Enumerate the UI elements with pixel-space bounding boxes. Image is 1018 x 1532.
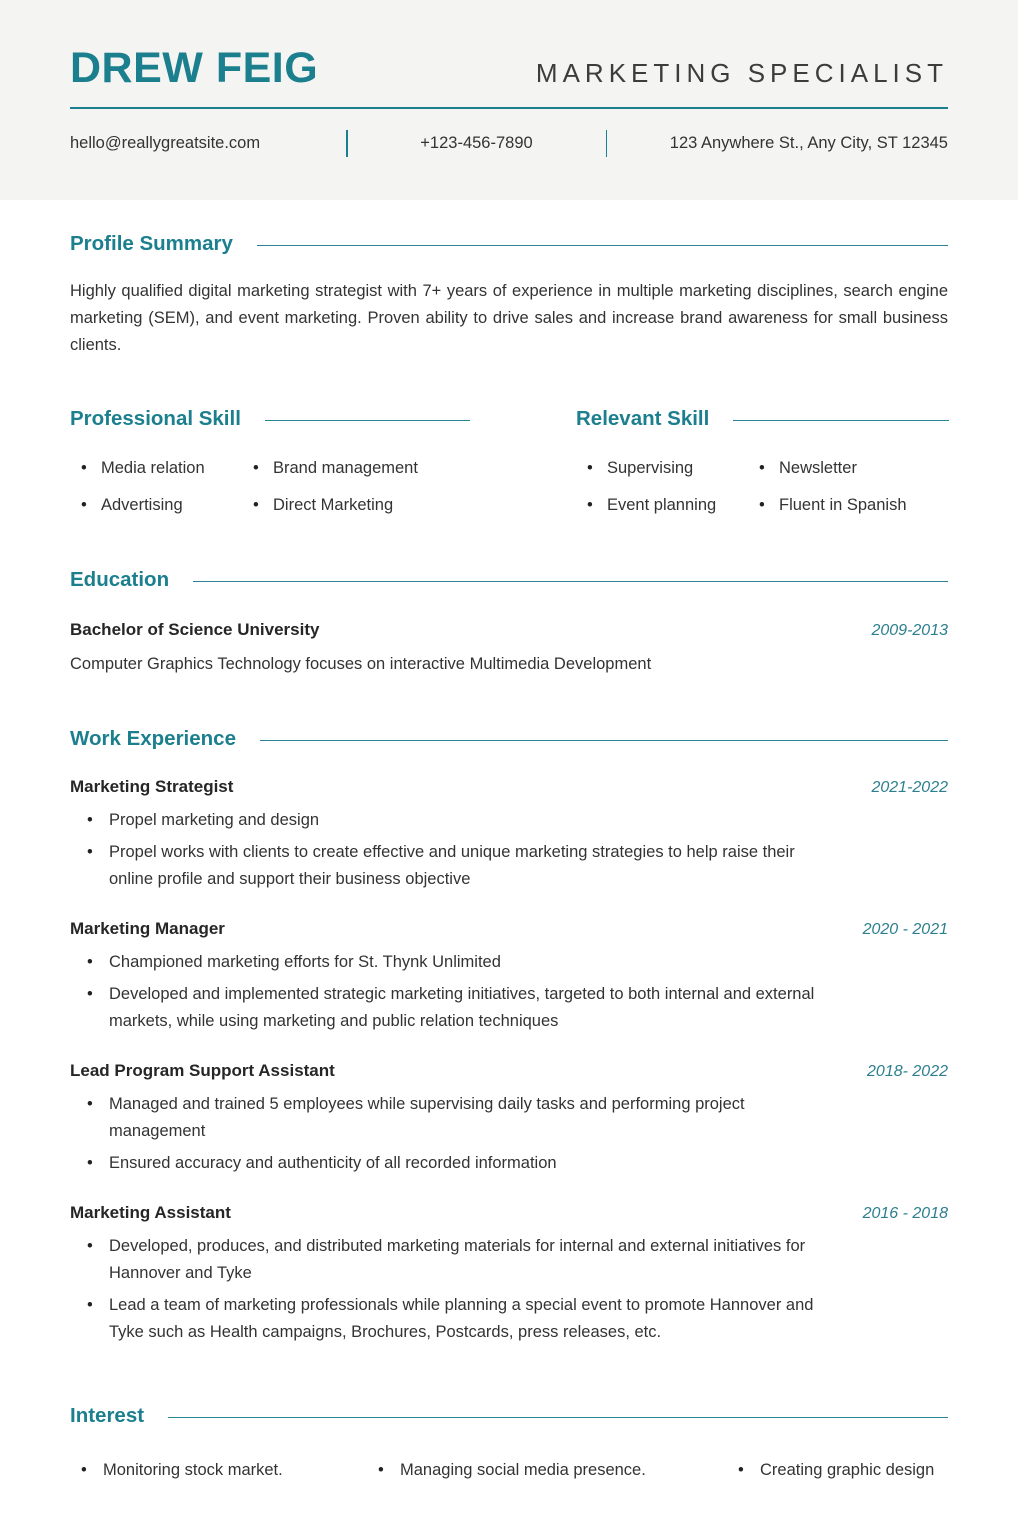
work-experience-heading: Work Experience xyxy=(70,727,236,750)
skill-item: • Direct Marketing xyxy=(253,494,470,516)
profile-summary-heading: Profile Summary xyxy=(70,232,233,255)
skill-item: • Event planning xyxy=(587,494,759,516)
heading-rule xyxy=(257,245,948,246)
professional-skill-list xyxy=(70,457,470,516)
job-entry xyxy=(70,919,948,1035)
resume-body xyxy=(0,232,1018,1532)
section-skills xyxy=(70,407,948,516)
person-job-title: MARKETING SPECIALIST xyxy=(535,58,948,88)
contact-address: 123 Anywhere St., Any City, ST 12345 xyxy=(669,134,948,153)
relevant-skill-heading: Relevant Skill xyxy=(576,407,710,430)
job-bullet-list xyxy=(70,1233,830,1346)
skill-item: • Brand management xyxy=(253,457,470,479)
professional-skill-column xyxy=(70,407,470,516)
job-entry xyxy=(70,1203,948,1346)
education-description: Computer Graphics Technology focuses on interactive Multimedia Development xyxy=(70,655,652,673)
job-bullet: • Ensured accuracy and authenticity of all recorded information xyxy=(81,1150,830,1177)
job-bullet: • Developed and implemented strategic marketing initiatives, targeted to both internal and external markets, while using marketing and public relation techniques xyxy=(81,981,830,1035)
job-bullet-list xyxy=(70,949,830,1035)
interest-item: • Monitoring stock market. xyxy=(81,1458,378,1482)
profile-summary-heading-row xyxy=(70,232,948,256)
section-work-experience xyxy=(70,727,948,1346)
header-divider xyxy=(70,107,948,109)
job-entry-head xyxy=(70,1061,948,1081)
profile-summary-text: Highly qualified digital marketing strategist with 7+ years of experience in multiple marketing disciplines, search engine marketing (SEM), and event marketing. Proven ability to drive sales and increase brand awareness for small business clients. xyxy=(70,282,948,354)
job-bullet: • Propel marketing and design xyxy=(81,807,830,834)
job-entry-head xyxy=(70,777,948,797)
heading-rule xyxy=(733,420,949,421)
section-interest xyxy=(70,1404,948,1482)
education-heading: Education xyxy=(70,568,170,591)
education-dates: 2009-2013 xyxy=(871,622,948,639)
professional-skill-heading: Professional Skill xyxy=(70,407,241,430)
work-experience-heading-row xyxy=(70,727,948,751)
job-title: Lead Program Support Assistant xyxy=(70,1061,335,1080)
education-entry xyxy=(70,620,948,640)
skill-item: • Advertising xyxy=(81,494,253,516)
interest-item: • Creating graphic design xyxy=(738,1458,948,1482)
education-school: Bachelor of Science University xyxy=(70,620,320,639)
job-bullet: • Propel works with clients to create effective and unique marketing strategies to help raise their online profile and support their business objective xyxy=(81,839,830,893)
job-bullet-list xyxy=(70,1091,830,1177)
header xyxy=(0,0,1018,200)
job-bullet: • Championed marketing efforts for St. Thynk Unlimited xyxy=(81,949,830,976)
interest-item: • Managing social media presence. xyxy=(378,1458,738,1482)
contact-row xyxy=(70,130,948,157)
skill-item: • Newsletter xyxy=(759,457,949,479)
interest-heading: Interest xyxy=(70,1404,145,1427)
contact-email: hello@reallygreatsite.com xyxy=(70,134,261,153)
section-education xyxy=(70,568,948,677)
person-name: DREW FEIG xyxy=(70,44,319,92)
job-entry-head xyxy=(70,1203,948,1223)
professional-skill-heading-row xyxy=(70,407,470,431)
skill-item: • Supervising xyxy=(587,457,759,479)
interest-list xyxy=(70,1458,948,1482)
job-title: Marketing Assistant xyxy=(70,1203,231,1222)
interest-heading-row xyxy=(70,1404,948,1428)
skill-item: • Fluent in Spanish xyxy=(759,494,949,516)
header-top xyxy=(70,44,948,93)
heading-rule xyxy=(193,581,948,582)
job-bullet: • Developed, produces, and distributed marketing materials for internal and external initiatives for Hannover and Tyke xyxy=(81,1233,830,1287)
heading-rule xyxy=(168,1417,948,1418)
job-bullet-list xyxy=(70,807,830,893)
job-title: Marketing Manager xyxy=(70,919,225,938)
job-entry xyxy=(70,1061,948,1177)
skill-item: • Media relation xyxy=(81,457,253,479)
job-dates: 2018- 2022 xyxy=(867,1063,948,1080)
section-profile-summary xyxy=(70,232,948,359)
job-bullet: • Managed and trained 5 employees while supervising daily tasks and performing project management xyxy=(81,1091,830,1145)
job-dates: 2020 - 2021 xyxy=(862,921,948,938)
job-entry xyxy=(70,777,948,893)
job-bullet: • Lead a team of marketing professionals while planning a special event to promote Hannover and Tyke such as Health campaigns, Brochures, Postcards, press releases, etc. xyxy=(81,1292,830,1346)
relevant-skill-column xyxy=(576,407,949,516)
relevant-skill-list xyxy=(576,457,949,516)
education-heading-row xyxy=(70,568,948,592)
heading-rule xyxy=(260,740,948,741)
heading-rule xyxy=(265,420,470,421)
job-title: Marketing Strategist xyxy=(70,777,234,796)
relevant-skill-heading-row xyxy=(576,407,949,431)
job-entry-head xyxy=(70,919,948,939)
contact-phone: +123-456-7890 xyxy=(420,134,533,153)
job-dates: 2021-2022 xyxy=(871,779,948,796)
job-dates: 2016 - 2018 xyxy=(862,1205,948,1222)
